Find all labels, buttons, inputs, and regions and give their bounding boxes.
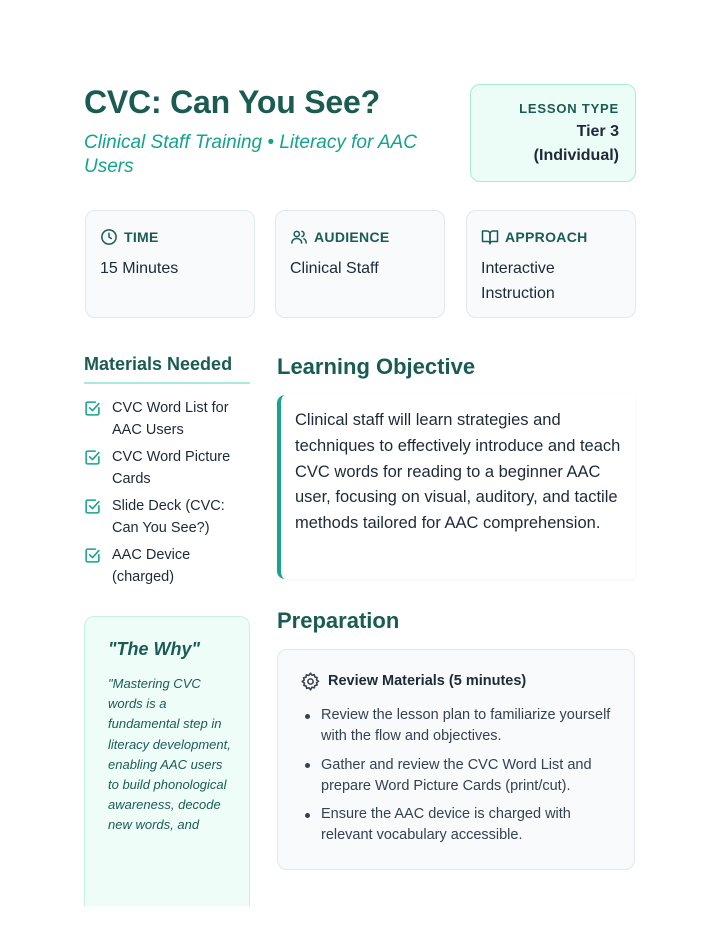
list-item: [84, 496, 250, 539]
checkbox-checked-icon: [84, 547, 101, 564]
list-item: Review the lesson plan to familiarize yourself with the flow and objectives.: [300, 705, 612, 747]
list-item: Ensure the AAC device is charged with relevant vocabulary accessible.: [300, 804, 612, 846]
gear-icon: [300, 671, 321, 692]
approach-card-value: Interactive Instruction: [481, 260, 555, 302]
list-item: [84, 447, 250, 490]
checkbox-checked-icon: [84, 449, 101, 466]
preparation-title: Preparation: [277, 608, 400, 633]
objective-text: Clinical staff will learn strategies and techniques to effectively introduce and teach CVC words for reading to a beginner AAC user, focusing on visual, auditory, and tactile methods tailored for AAC comprehension.: [277, 395, 635, 579]
clock-icon: [100, 228, 118, 246]
time-card: [85, 210, 255, 318]
lesson-type-label: LESSON TYPE: [519, 101, 619, 116]
objective-title: Learning Objective: [277, 354, 476, 379]
material-text: CVC Word List for AAC Users: [112, 400, 229, 438]
why-quote: "Mastering CVC words is a fundamental step in literacy development, enabling AAC users to build phonological awareness, decode new words, and: [108, 676, 231, 833]
lesson-type-box: [470, 84, 636, 182]
users-icon: [290, 228, 308, 246]
approach-card: [466, 210, 636, 318]
page-subtitle: Clinical Staff Training • Literacy for AAC Users: [84, 132, 417, 177]
materials-list: [84, 398, 250, 594]
material-text: Slide Deck (CVC: Can You See?): [112, 498, 225, 536]
why-callout: [84, 616, 250, 906]
approach-card-header: [481, 227, 621, 247]
approach-card-label: APPROACH: [505, 229, 588, 245]
material-text: CVC Word Picture Cards: [112, 449, 231, 487]
preparation-list: [300, 705, 612, 846]
audience-card: [275, 210, 445, 318]
checkbox-checked-icon: [84, 400, 101, 417]
time-card-label: TIME: [124, 229, 159, 245]
checkbox-checked-icon: [84, 498, 101, 515]
lesson-type-value: Tier 3 (Individual): [533, 123, 619, 164]
preparation-card-title: Review Materials (5 minutes): [328, 673, 527, 689]
preparation-card-header: [300, 670, 612, 692]
list-item: [84, 545, 250, 588]
preparation-card: [277, 649, 635, 870]
audience-card-header: [290, 227, 430, 247]
why-title: "The Why": [108, 639, 201, 659]
list-item: Gather and review the CVC Word List and prepare Word Picture Cards (print/cut).: [300, 755, 612, 797]
audience-card-label: AUDIENCE: [314, 229, 390, 245]
audience-card-value: Clinical Staff: [290, 260, 379, 277]
time-card-header: [100, 227, 240, 247]
time-card-value: 15 Minutes: [100, 260, 179, 277]
list-item: [84, 398, 250, 441]
materials-title: Materials Needed: [84, 354, 250, 384]
page-title: CVC: Can You See?: [84, 84, 380, 120]
book-open-icon: [481, 228, 499, 246]
material-text: AAC Device (charged): [112, 547, 191, 585]
